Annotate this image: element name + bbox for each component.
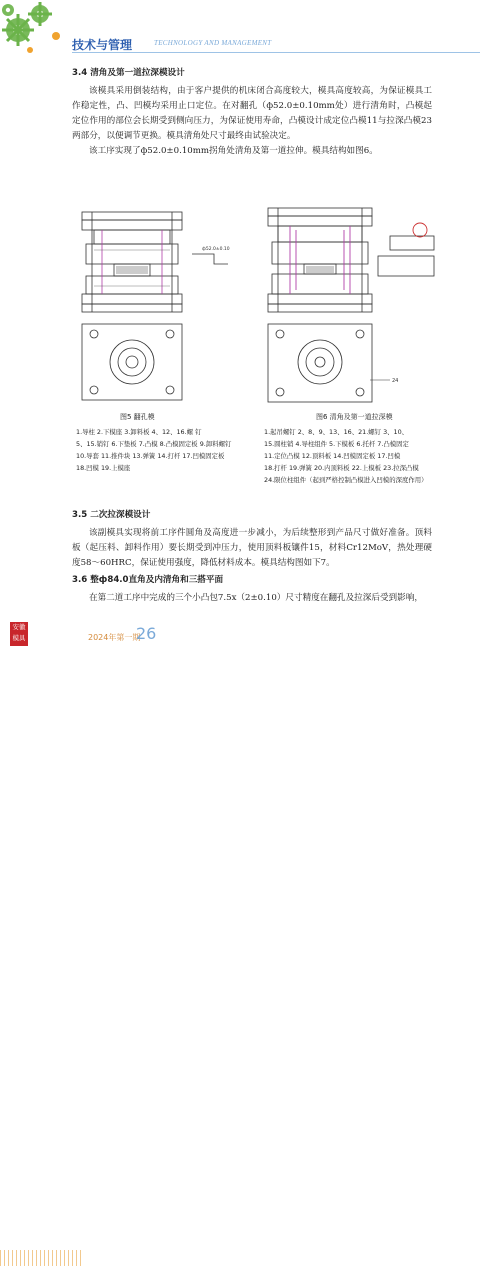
- legend-line: 24.限位柱组件（起到严格控制凸模进入凹模的深度作用）: [264, 476, 428, 484]
- paragraph: 该模具采用倒装结构，由于客户提供的机床闭合高度较大，模具高度较高，为保证模具工作稳定性，凸、凹模均采用止口定位。在对翻孔（ф52.0±0.10mm处）进行清角时，凸模起定位作用的部位会长期受到侧向压力，为保证使用寿命，凸模设计成定位凸模11与拉深凸模23两部分，以便调节更换。模具清角处尺寸最终由试验决定。: [72, 86, 432, 141]
- page-footer: [0, 620, 480, 665]
- section-title: 技术与管理: [72, 38, 133, 52]
- section-heading-3-6: 3.6 整ф84.0直角及内清角和三搭平面: [72, 575, 224, 585]
- legend-line: 5、15.销钉 6.下垫板 7.凸模 8.凸模固定板 9.卸料螺钉: [76, 440, 232, 448]
- figure5-caption: 图5 翻孔模: [120, 413, 155, 421]
- article-body-top: [72, 66, 432, 159]
- figure6-drawing: [260, 200, 444, 410]
- legend-line: 18.打杆 19.弹簧 20.内顶料板 22.上模板 23.拉深凸模: [264, 464, 419, 472]
- section-heading-3-4: 3.4 清角及第一道拉深模设计: [72, 68, 185, 78]
- figure5-drawing: [64, 200, 254, 410]
- legend-line: 15.圆柱销 4.导柱组件 5.下模板 6.托杆 7.凸模固定: [264, 440, 409, 448]
- legend-line: 1.导柱 2.下模座 3.卸料板 4、12、16.螺 钉: [76, 428, 202, 436]
- legend-line: 11.定位凸模 12.顶料板 14.凹模固定板 17.凹模: [264, 452, 401, 460]
- figure6-part-label: 24: [392, 378, 399, 384]
- journal-badge: [10, 622, 28, 646]
- figure5-dimension-label: ф52.0±0.10: [202, 247, 230, 252]
- figure6-legend: [264, 426, 448, 486]
- header-divider: [72, 52, 480, 53]
- figure6-caption: 图6 清角及第一道拉深模: [316, 413, 393, 421]
- figure5-legend: [76, 426, 262, 474]
- paragraph: 该副模具实现将前工序件圆角及高度进一步减小，为后续整形到产品尺寸做好准备。顶料板（起压料、卸料作用）要长期受到冲压力，使用顶料板镶件15，材料Cr12MoV，热处理硬度58～60HRC，保证使用强度，降低材料成本。模具结构图如下7。: [72, 528, 432, 568]
- badge-text: 安徽: [12, 623, 26, 631]
- section-heading-3-5: 3.5 二次拉深模设计: [72, 510, 151, 520]
- figure-area: [64, 200, 444, 500]
- page-number: 26: [136, 624, 157, 643]
- legend-line: 10.导套 11.推件块 13.弹簧 14.打杆 17.凹模固定板: [76, 452, 225, 460]
- badge-text: 模具: [12, 634, 26, 642]
- legend-line: 1.起吊螺钉 2、8、9、13、16、21.螺钉 3、10、: [264, 428, 409, 436]
- legend-line: 18.凹模 19.上模座: [76, 464, 131, 472]
- paragraph: 该工序实现了ф52.0±0.10mm拐角处清角及第一道拉伸。模具结构如图6。: [89, 146, 378, 156]
- paragraph: 在第二道工序中完成的三个小凸包7.5x（2±0.10）尺寸精度在翻孔及拉深后受到影响，: [89, 593, 423, 603]
- page-header: [0, 0, 480, 58]
- footer-decoration: [0, 1250, 82, 1266]
- section-title-en: TECHNOLOGY AND MANAGEMENT: [154, 39, 272, 47]
- gear-decoration-icon: [0, 0, 70, 56]
- issue-label: 2024年第一期: [88, 633, 141, 642]
- article-body-bottom: [72, 508, 432, 606]
